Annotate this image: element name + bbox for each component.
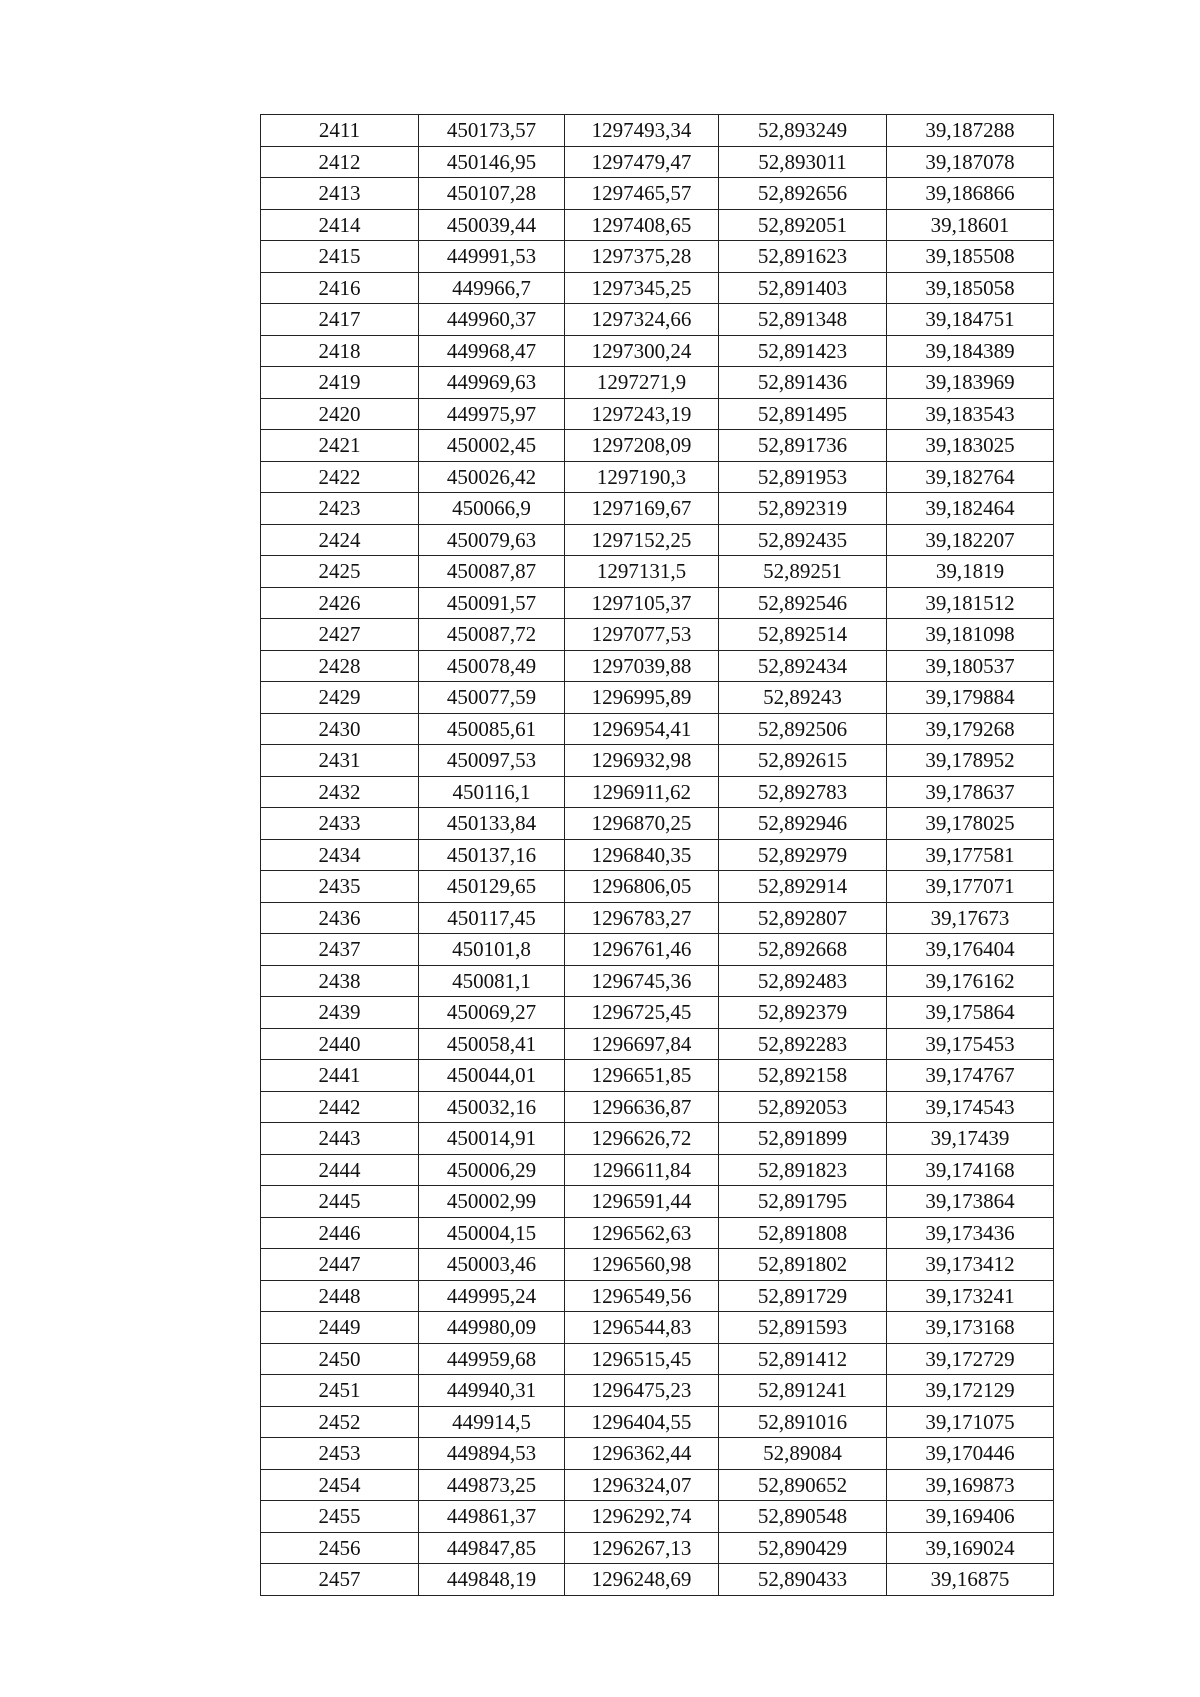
y-coordinate-cell: 1297169,67 [565,493,719,525]
point-number-cell: 2417 [261,304,419,336]
latitude-cell: 52,891593 [719,1312,887,1344]
longitude-cell: 39,178952 [887,745,1054,777]
point-number-cell: 2415 [261,241,419,273]
table-row [261,272,1054,304]
table-row [261,493,1054,525]
longitude-cell: 39,178637 [887,776,1054,808]
point-number-cell: 2455 [261,1501,419,1533]
x-coordinate-cell: 450003,46 [419,1249,565,1281]
latitude-cell: 52,892379 [719,997,887,1029]
x-coordinate-cell: 449995,24 [419,1280,565,1312]
point-number-cell: 2439 [261,997,419,1029]
table-row [261,934,1054,966]
point-number-cell: 2423 [261,493,419,525]
longitude-cell: 39,178025 [887,808,1054,840]
x-coordinate-cell: 450173,57 [419,115,565,147]
x-coordinate-cell: 450116,1 [419,776,565,808]
table-row [261,335,1054,367]
table-row [261,1532,1054,1564]
longitude-cell: 39,177071 [887,871,1054,903]
x-coordinate-cell: 450032,16 [419,1091,565,1123]
latitude-cell: 52,89243 [719,682,887,714]
latitude-cell: 52,892483 [719,965,887,997]
latitude-cell: 52,892656 [719,178,887,210]
longitude-cell: 39,186866 [887,178,1054,210]
longitude-cell: 39,17439 [887,1123,1054,1155]
y-coordinate-cell: 1296362,44 [565,1438,719,1470]
table-row [261,115,1054,147]
latitude-cell: 52,891899 [719,1123,887,1155]
table-row [261,839,1054,871]
latitude-cell: 52,893249 [719,115,887,147]
x-coordinate-cell: 450146,95 [419,146,565,178]
latitude-cell: 52,891412 [719,1343,887,1375]
table-row [261,1249,1054,1281]
point-number-cell: 2425 [261,556,419,588]
longitude-cell: 39,183025 [887,430,1054,462]
point-number-cell: 2429 [261,682,419,714]
point-number-cell: 2436 [261,902,419,934]
longitude-cell: 39,179884 [887,682,1054,714]
y-coordinate-cell: 1297493,34 [565,115,719,147]
x-coordinate-cell: 450078,49 [419,650,565,682]
longitude-cell: 39,176404 [887,934,1054,966]
latitude-cell: 52,892051 [719,209,887,241]
latitude-cell: 52,890652 [719,1469,887,1501]
longitude-cell: 39,17673 [887,902,1054,934]
point-number-cell: 2428 [261,650,419,682]
latitude-cell: 52,892807 [719,902,887,934]
point-number-cell: 2435 [261,871,419,903]
point-number-cell: 2419 [261,367,419,399]
y-coordinate-cell: 1296932,98 [565,745,719,777]
table-row [261,209,1054,241]
table-row [261,1501,1054,1533]
table-row [261,524,1054,556]
table-row [261,871,1054,903]
x-coordinate-cell: 449966,7 [419,272,565,304]
table-row [261,430,1054,462]
table-row [261,1186,1054,1218]
x-coordinate-cell: 450002,99 [419,1186,565,1218]
latitude-cell: 52,892319 [719,493,887,525]
latitude-cell: 52,892506 [719,713,887,745]
point-number-cell: 2433 [261,808,419,840]
longitude-cell: 39,171075 [887,1406,1054,1438]
latitude-cell: 52,892668 [719,934,887,966]
y-coordinate-cell: 1297375,28 [565,241,719,273]
y-coordinate-cell: 1297105,37 [565,587,719,619]
latitude-cell: 52,891823 [719,1154,887,1186]
point-number-cell: 2450 [261,1343,419,1375]
x-coordinate-cell: 449991,53 [419,241,565,273]
longitude-cell: 39,173168 [887,1312,1054,1344]
x-coordinate-cell: 450058,41 [419,1028,565,1060]
y-coordinate-cell: 1296911,62 [565,776,719,808]
y-coordinate-cell: 1297271,9 [565,367,719,399]
x-coordinate-cell: 449848,19 [419,1564,565,1596]
x-coordinate-cell: 450129,65 [419,871,565,903]
y-coordinate-cell: 1296725,45 [565,997,719,1029]
x-coordinate-cell: 450077,59 [419,682,565,714]
latitude-cell: 52,891423 [719,335,887,367]
latitude-cell: 52,892914 [719,871,887,903]
y-coordinate-cell: 1297152,25 [565,524,719,556]
y-coordinate-cell: 1296248,69 [565,1564,719,1596]
y-coordinate-cell: 1296745,36 [565,965,719,997]
point-number-cell: 2430 [261,713,419,745]
point-number-cell: 2427 [261,619,419,651]
point-number-cell: 2447 [261,1249,419,1281]
table-row [261,1217,1054,1249]
point-number-cell: 2421 [261,430,419,462]
x-coordinate-cell: 449980,09 [419,1312,565,1344]
point-number-cell: 2416 [261,272,419,304]
x-coordinate-cell: 449975,97 [419,398,565,430]
table-row [261,241,1054,273]
table-row [261,776,1054,808]
table-row [261,1154,1054,1186]
point-number-cell: 2432 [261,776,419,808]
latitude-cell: 52,891953 [719,461,887,493]
longitude-cell: 39,173864 [887,1186,1054,1218]
table-row [261,650,1054,682]
x-coordinate-cell: 450087,72 [419,619,565,651]
latitude-cell: 52,890433 [719,1564,887,1596]
point-number-cell: 2453 [261,1438,419,1470]
longitude-cell: 39,185058 [887,272,1054,304]
table-row [261,808,1054,840]
point-number-cell: 2443 [261,1123,419,1155]
latitude-cell: 52,890429 [719,1532,887,1564]
point-number-cell: 2414 [261,209,419,241]
point-number-cell: 2446 [261,1217,419,1249]
x-coordinate-cell: 450079,63 [419,524,565,556]
x-coordinate-cell: 450014,91 [419,1123,565,1155]
x-coordinate-cell: 450107,28 [419,178,565,210]
table-row [261,367,1054,399]
point-number-cell: 2441 [261,1060,419,1092]
table-row [261,1406,1054,1438]
latitude-cell: 52,89084 [719,1438,887,1470]
latitude-cell: 52,892783 [719,776,887,808]
y-coordinate-cell: 1296636,87 [565,1091,719,1123]
longitude-cell: 39,176162 [887,965,1054,997]
longitude-cell: 39,169406 [887,1501,1054,1533]
longitude-cell: 39,187078 [887,146,1054,178]
x-coordinate-cell: 449861,37 [419,1501,565,1533]
point-number-cell: 2424 [261,524,419,556]
table-row [261,1343,1054,1375]
longitude-cell: 39,174543 [887,1091,1054,1123]
longitude-cell: 39,175864 [887,997,1054,1029]
latitude-cell: 52,891403 [719,272,887,304]
table-row [261,965,1054,997]
x-coordinate-cell: 450117,45 [419,902,565,934]
y-coordinate-cell: 1296324,07 [565,1469,719,1501]
table-row [261,1060,1054,1092]
x-coordinate-cell: 450002,45 [419,430,565,462]
longitude-cell: 39,175453 [887,1028,1054,1060]
x-coordinate-cell: 449959,68 [419,1343,565,1375]
point-number-cell: 2418 [261,335,419,367]
x-coordinate-cell: 450004,15 [419,1217,565,1249]
latitude-cell: 52,891241 [719,1375,887,1407]
latitude-cell: 52,891436 [719,367,887,399]
table-row [261,461,1054,493]
x-coordinate-cell: 450085,61 [419,713,565,745]
latitude-cell: 52,892053 [719,1091,887,1123]
latitude-cell: 52,891729 [719,1280,887,1312]
longitude-cell: 39,16875 [887,1564,1054,1596]
point-number-cell: 2420 [261,398,419,430]
y-coordinate-cell: 1296783,27 [565,902,719,934]
latitude-cell: 52,892434 [719,650,887,682]
x-coordinate-cell: 449940,31 [419,1375,565,1407]
y-coordinate-cell: 1296806,05 [565,871,719,903]
y-coordinate-cell: 1296475,23 [565,1375,719,1407]
longitude-cell: 39,174168 [887,1154,1054,1186]
table-row [261,997,1054,1029]
longitude-cell: 39,181512 [887,587,1054,619]
x-coordinate-cell: 449873,25 [419,1469,565,1501]
x-coordinate-cell: 450081,1 [419,965,565,997]
longitude-cell: 39,173412 [887,1249,1054,1281]
y-coordinate-cell: 1296870,25 [565,808,719,840]
longitude-cell: 39,180537 [887,650,1054,682]
point-number-cell: 2426 [261,587,419,619]
x-coordinate-cell: 450044,01 [419,1060,565,1092]
latitude-cell: 52,891795 [719,1186,887,1218]
y-coordinate-cell: 1297039,88 [565,650,719,682]
latitude-cell: 52,891623 [719,241,887,273]
point-number-cell: 2442 [261,1091,419,1123]
point-number-cell: 2412 [261,146,419,178]
table-row [261,178,1054,210]
table-row [261,1438,1054,1470]
point-number-cell: 2457 [261,1564,419,1596]
latitude-cell: 52,892514 [719,619,887,651]
latitude-cell: 52,891348 [719,304,887,336]
longitude-cell: 39,174767 [887,1060,1054,1092]
coordinates-table-body [261,115,1054,1596]
x-coordinate-cell: 450101,8 [419,934,565,966]
x-coordinate-cell: 449968,47 [419,335,565,367]
table-row [261,398,1054,430]
table-row [261,587,1054,619]
latitude-cell: 52,891802 [719,1249,887,1281]
y-coordinate-cell: 1296292,74 [565,1501,719,1533]
latitude-cell: 52,89251 [719,556,887,588]
longitude-cell: 39,183969 [887,367,1054,399]
longitude-cell: 39,187288 [887,115,1054,147]
latitude-cell: 52,891495 [719,398,887,430]
y-coordinate-cell: 1296404,55 [565,1406,719,1438]
longitude-cell: 39,170446 [887,1438,1054,1470]
y-coordinate-cell: 1296515,45 [565,1343,719,1375]
y-coordinate-cell: 1296651,85 [565,1060,719,1092]
longitude-cell: 39,184389 [887,335,1054,367]
table-row [261,1564,1054,1596]
table-row [261,1280,1054,1312]
y-coordinate-cell: 1297190,3 [565,461,719,493]
x-coordinate-cell: 450091,57 [419,587,565,619]
table-row [261,745,1054,777]
x-coordinate-cell: 450133,84 [419,808,565,840]
table-row [261,1028,1054,1060]
latitude-cell: 52,892435 [719,524,887,556]
table-row [261,619,1054,651]
x-coordinate-cell: 450137,16 [419,839,565,871]
longitude-cell: 39,172129 [887,1375,1054,1407]
y-coordinate-cell: 1296591,44 [565,1186,719,1218]
x-coordinate-cell: 449847,85 [419,1532,565,1564]
y-coordinate-cell: 1296995,89 [565,682,719,714]
point-number-cell: 2413 [261,178,419,210]
longitude-cell: 39,182207 [887,524,1054,556]
table-row [261,1312,1054,1344]
y-coordinate-cell: 1296560,98 [565,1249,719,1281]
table-row [261,556,1054,588]
table-row [261,146,1054,178]
y-coordinate-cell: 1297300,24 [565,335,719,367]
longitude-cell: 39,181098 [887,619,1054,651]
latitude-cell: 52,892158 [719,1060,887,1092]
coordinates-table [260,114,1054,1596]
point-number-cell: 2440 [261,1028,419,1060]
y-coordinate-cell: 1297243,19 [565,398,719,430]
x-coordinate-cell: 449969,63 [419,367,565,399]
x-coordinate-cell: 450069,27 [419,997,565,1029]
table-row [261,1375,1054,1407]
table-row [261,1091,1054,1123]
x-coordinate-cell: 450066,9 [419,493,565,525]
latitude-cell: 52,892546 [719,587,887,619]
y-coordinate-cell: 1296761,46 [565,934,719,966]
y-coordinate-cell: 1297077,53 [565,619,719,651]
point-number-cell: 2454 [261,1469,419,1501]
point-number-cell: 2444 [261,1154,419,1186]
point-number-cell: 2422 [261,461,419,493]
longitude-cell: 39,1819 [887,556,1054,588]
y-coordinate-cell: 1297208,09 [565,430,719,462]
latitude-cell: 52,891736 [719,430,887,462]
x-coordinate-cell: 450026,42 [419,461,565,493]
y-coordinate-cell: 1296611,84 [565,1154,719,1186]
point-number-cell: 2452 [261,1406,419,1438]
latitude-cell: 52,892946 [719,808,887,840]
longitude-cell: 39,177581 [887,839,1054,871]
table-row [261,304,1054,336]
y-coordinate-cell: 1297479,47 [565,146,719,178]
y-coordinate-cell: 1296954,41 [565,713,719,745]
longitude-cell: 39,184751 [887,304,1054,336]
longitude-cell: 39,183543 [887,398,1054,430]
latitude-cell: 52,890548 [719,1501,887,1533]
latitude-cell: 52,892283 [719,1028,887,1060]
longitude-cell: 39,169873 [887,1469,1054,1501]
table-row [261,713,1054,745]
table-row [261,1469,1054,1501]
longitude-cell: 39,173436 [887,1217,1054,1249]
longitude-cell: 39,172729 [887,1343,1054,1375]
y-coordinate-cell: 1297131,5 [565,556,719,588]
y-coordinate-cell: 1296549,56 [565,1280,719,1312]
point-number-cell: 2451 [261,1375,419,1407]
longitude-cell: 39,182764 [887,461,1054,493]
point-number-cell: 2445 [261,1186,419,1218]
point-number-cell: 2411 [261,115,419,147]
point-number-cell: 2449 [261,1312,419,1344]
table-row [261,902,1054,934]
x-coordinate-cell: 449960,37 [419,304,565,336]
longitude-cell: 39,173241 [887,1280,1054,1312]
latitude-cell: 52,892979 [719,839,887,871]
x-coordinate-cell: 450039,44 [419,209,565,241]
x-coordinate-cell: 450087,87 [419,556,565,588]
longitude-cell: 39,185508 [887,241,1054,273]
latitude-cell: 52,893011 [719,146,887,178]
point-number-cell: 2448 [261,1280,419,1312]
latitude-cell: 52,892615 [719,745,887,777]
y-coordinate-cell: 1296697,84 [565,1028,719,1060]
x-coordinate-cell: 449914,5 [419,1406,565,1438]
longitude-cell: 39,182464 [887,493,1054,525]
y-coordinate-cell: 1297324,66 [565,304,719,336]
point-number-cell: 2456 [261,1532,419,1564]
y-coordinate-cell: 1296626,72 [565,1123,719,1155]
x-coordinate-cell: 449894,53 [419,1438,565,1470]
table-row [261,1123,1054,1155]
y-coordinate-cell: 1296562,63 [565,1217,719,1249]
latitude-cell: 52,891016 [719,1406,887,1438]
point-number-cell: 2437 [261,934,419,966]
latitude-cell: 52,891808 [719,1217,887,1249]
table-row [261,682,1054,714]
y-coordinate-cell: 1296544,83 [565,1312,719,1344]
point-number-cell: 2434 [261,839,419,871]
x-coordinate-cell: 450097,53 [419,745,565,777]
y-coordinate-cell: 1297408,65 [565,209,719,241]
longitude-cell: 39,169024 [887,1532,1054,1564]
longitude-cell: 39,179268 [887,713,1054,745]
point-number-cell: 2431 [261,745,419,777]
y-coordinate-cell: 1297465,57 [565,178,719,210]
y-coordinate-cell: 1296840,35 [565,839,719,871]
x-coordinate-cell: 450006,29 [419,1154,565,1186]
y-coordinate-cell: 1296267,13 [565,1532,719,1564]
y-coordinate-cell: 1297345,25 [565,272,719,304]
point-number-cell: 2438 [261,965,419,997]
longitude-cell: 39,18601 [887,209,1054,241]
